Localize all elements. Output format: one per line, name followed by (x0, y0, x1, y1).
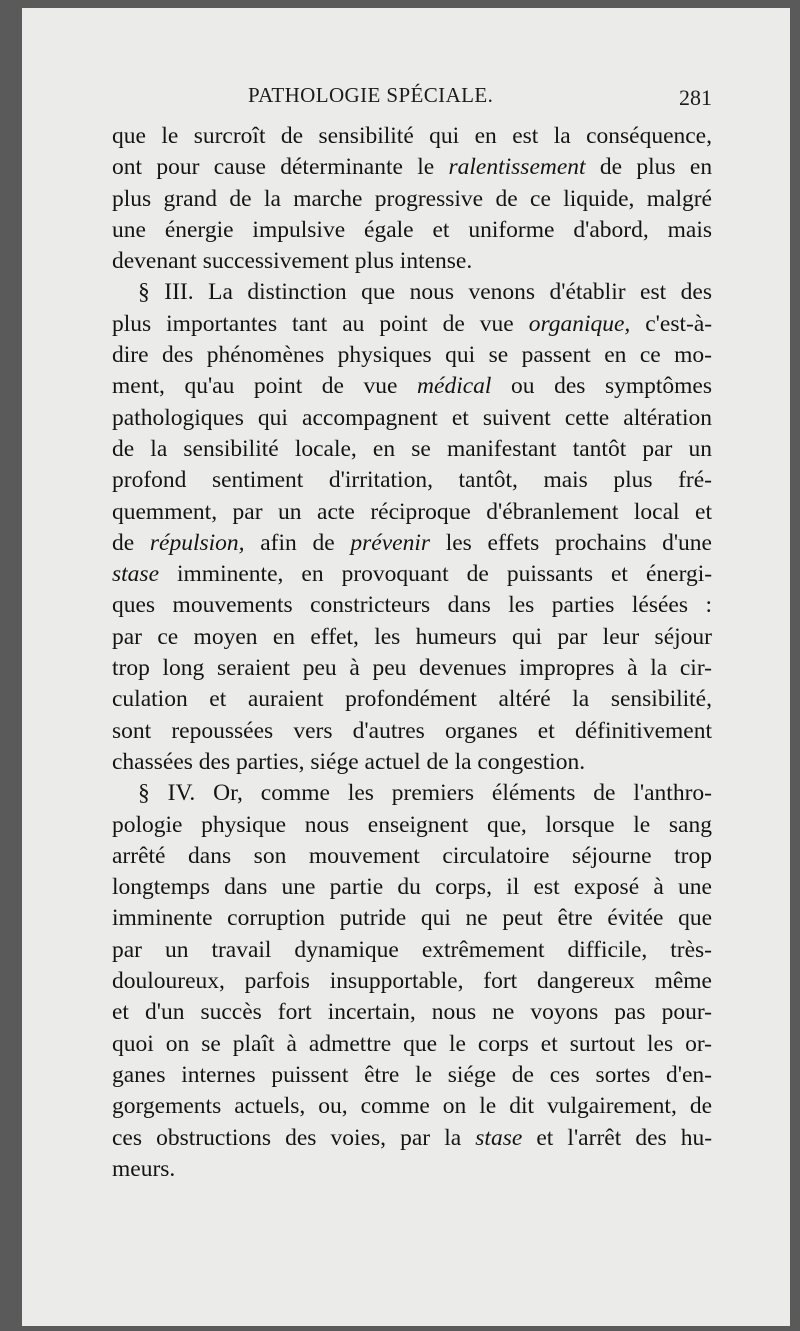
text-line: ces obstructions des voies, par la stase et l'arrêt des hu- (112, 1124, 713, 1151)
text-line: pathologiques qui accompagnent et suivent cette altération (112, 404, 712, 431)
text-line: devenant successivement plus intense. (112, 248, 473, 275)
text-line: imminente corruption putride qui ne peut être évitée que (112, 905, 712, 932)
text-line: ont pour cause déterminante le ralentissement de plus en (112, 154, 713, 181)
text-line: sont repoussées vers d'autres organes et définitivement (112, 717, 712, 744)
text-line: une énergie impulsive égale et uniforme d'abord, mais (112, 216, 712, 243)
text-line: par ce moyen en effet, les humeurs qui par leur séjour (112, 623, 712, 650)
text-line: profond sentiment d'irritation, tantôt, mais plus fré- (112, 467, 712, 494)
text-line: que le surcroît de sensibilité qui en est la conséquence, (112, 123, 712, 149)
text-line: de répulsion, afin de prévenir les effets prochains d'une (112, 529, 712, 556)
text-line: pologie physique nous enseignent que, lorsque le sang (112, 811, 712, 838)
text-line: plus importantes tant au point de vue organique, c'est-à- (112, 310, 713, 337)
text-line: arrêté dans son mouvement circulatoire séjourne trop (112, 842, 712, 869)
body-text (112, 121, 712, 1185)
text-line: stase imminente, en provoquant de puissants et énergi- (112, 561, 713, 588)
paragraph-start-line: § III. La distinction que nous venons d'établir est des (138, 279, 712, 306)
text-line: gorgements actuels, ou, comme on le dit vulgairement, de (112, 1093, 712, 1120)
text-line: quoi on se plaît à admettre que le corps et surtout les or- (112, 1030, 712, 1057)
text-line: ques mouvements constricteurs dans les parties lésées : (112, 592, 712, 619)
text-line: par un travail dynamique extrêmement difficile, très- (112, 936, 712, 963)
page-number: 281 (679, 85, 712, 110)
book-page (22, 8, 790, 1326)
text-line: ment, qu'au point de vue médical ou des symptômes (112, 373, 713, 400)
text-line: douloureux, parfois insupportable, fort dangereux même (112, 968, 712, 995)
page-header (112, 83, 712, 117)
text-line: quemment, par un acte réciproque d'ébranlement local et (112, 498, 712, 525)
text-line: dire des phénomènes physiques qui se passent en ce mo- (112, 342, 712, 369)
running-title: PATHOLOGIE SPÉCIALE. (248, 83, 494, 107)
text-line: culation et auraient profondément altéré la sensibilité, (112, 686, 712, 713)
text-line: et d'un succès fort incertain, nous ne voyons pas pour- (112, 999, 712, 1026)
text-line: plus grand de la marche progressive de ce liquide, malgré (112, 185, 712, 212)
text-line: de la sensibilité locale, en se manifestant tantôt par un (112, 435, 712, 462)
text-line: longtemps dans une partie du corps, il est exposé à une (112, 874, 712, 901)
text-line: ganes internes puissent être le siége de ces sortes d'en- (112, 1061, 712, 1088)
text-line: meurs. (112, 1155, 176, 1182)
text-line: chassées des parties, siége actuel de la congestion. (112, 748, 586, 775)
text-line: trop long seraient peu à peu devenues impropres à la cir- (112, 655, 712, 682)
paragraph-start-line: § IV. Or, comme les premiers éléments de l'anthro- (138, 780, 712, 807)
